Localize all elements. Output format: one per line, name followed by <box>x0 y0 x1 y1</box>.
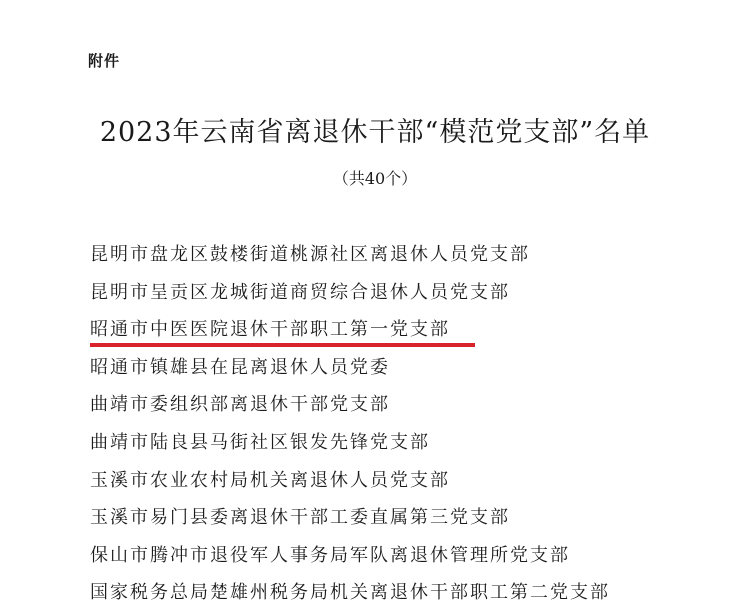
list-item: 保山市腾冲市退役军人事务局军队离退休管理所党支部 <box>90 544 570 566</box>
list-item: 国家税务总局楚雄州税务局机关离退休干部职工第二党支部 <box>90 582 610 604</box>
list-item: 玉溪市易门县委离退休干部工委直属第三党支部 <box>90 507 510 529</box>
document-title: 2023年云南省离退休干部“模范党支部”名单 <box>99 117 651 148</box>
list-item: 昆明市盘龙区鼓楼街道桃源社区离退休人员党支部 <box>90 244 530 265</box>
list-item-highlighted: 昭通市中医医院退休干部职工第一党支部 <box>90 313 610 351</box>
list-item: 玉溪市农业农村局机关离退休人员党支部 <box>90 469 450 491</box>
list-item: 昆明市呈贡区龙城街道商贸综合退休人员党支部 <box>90 281 510 303</box>
list-item: 昭通市镇雄县在昆离退休人员党委 <box>90 356 390 378</box>
document-subtitle: （共40个） <box>332 169 418 188</box>
list-item: 曲靖市陆良县马街社区银发先锋党支部 <box>90 431 430 453</box>
attachment-label: 附件 <box>88 52 121 70</box>
branch-list <box>90 238 610 614</box>
list-item: 曲靖市委组织部离退休干部党支部 <box>90 394 390 416</box>
